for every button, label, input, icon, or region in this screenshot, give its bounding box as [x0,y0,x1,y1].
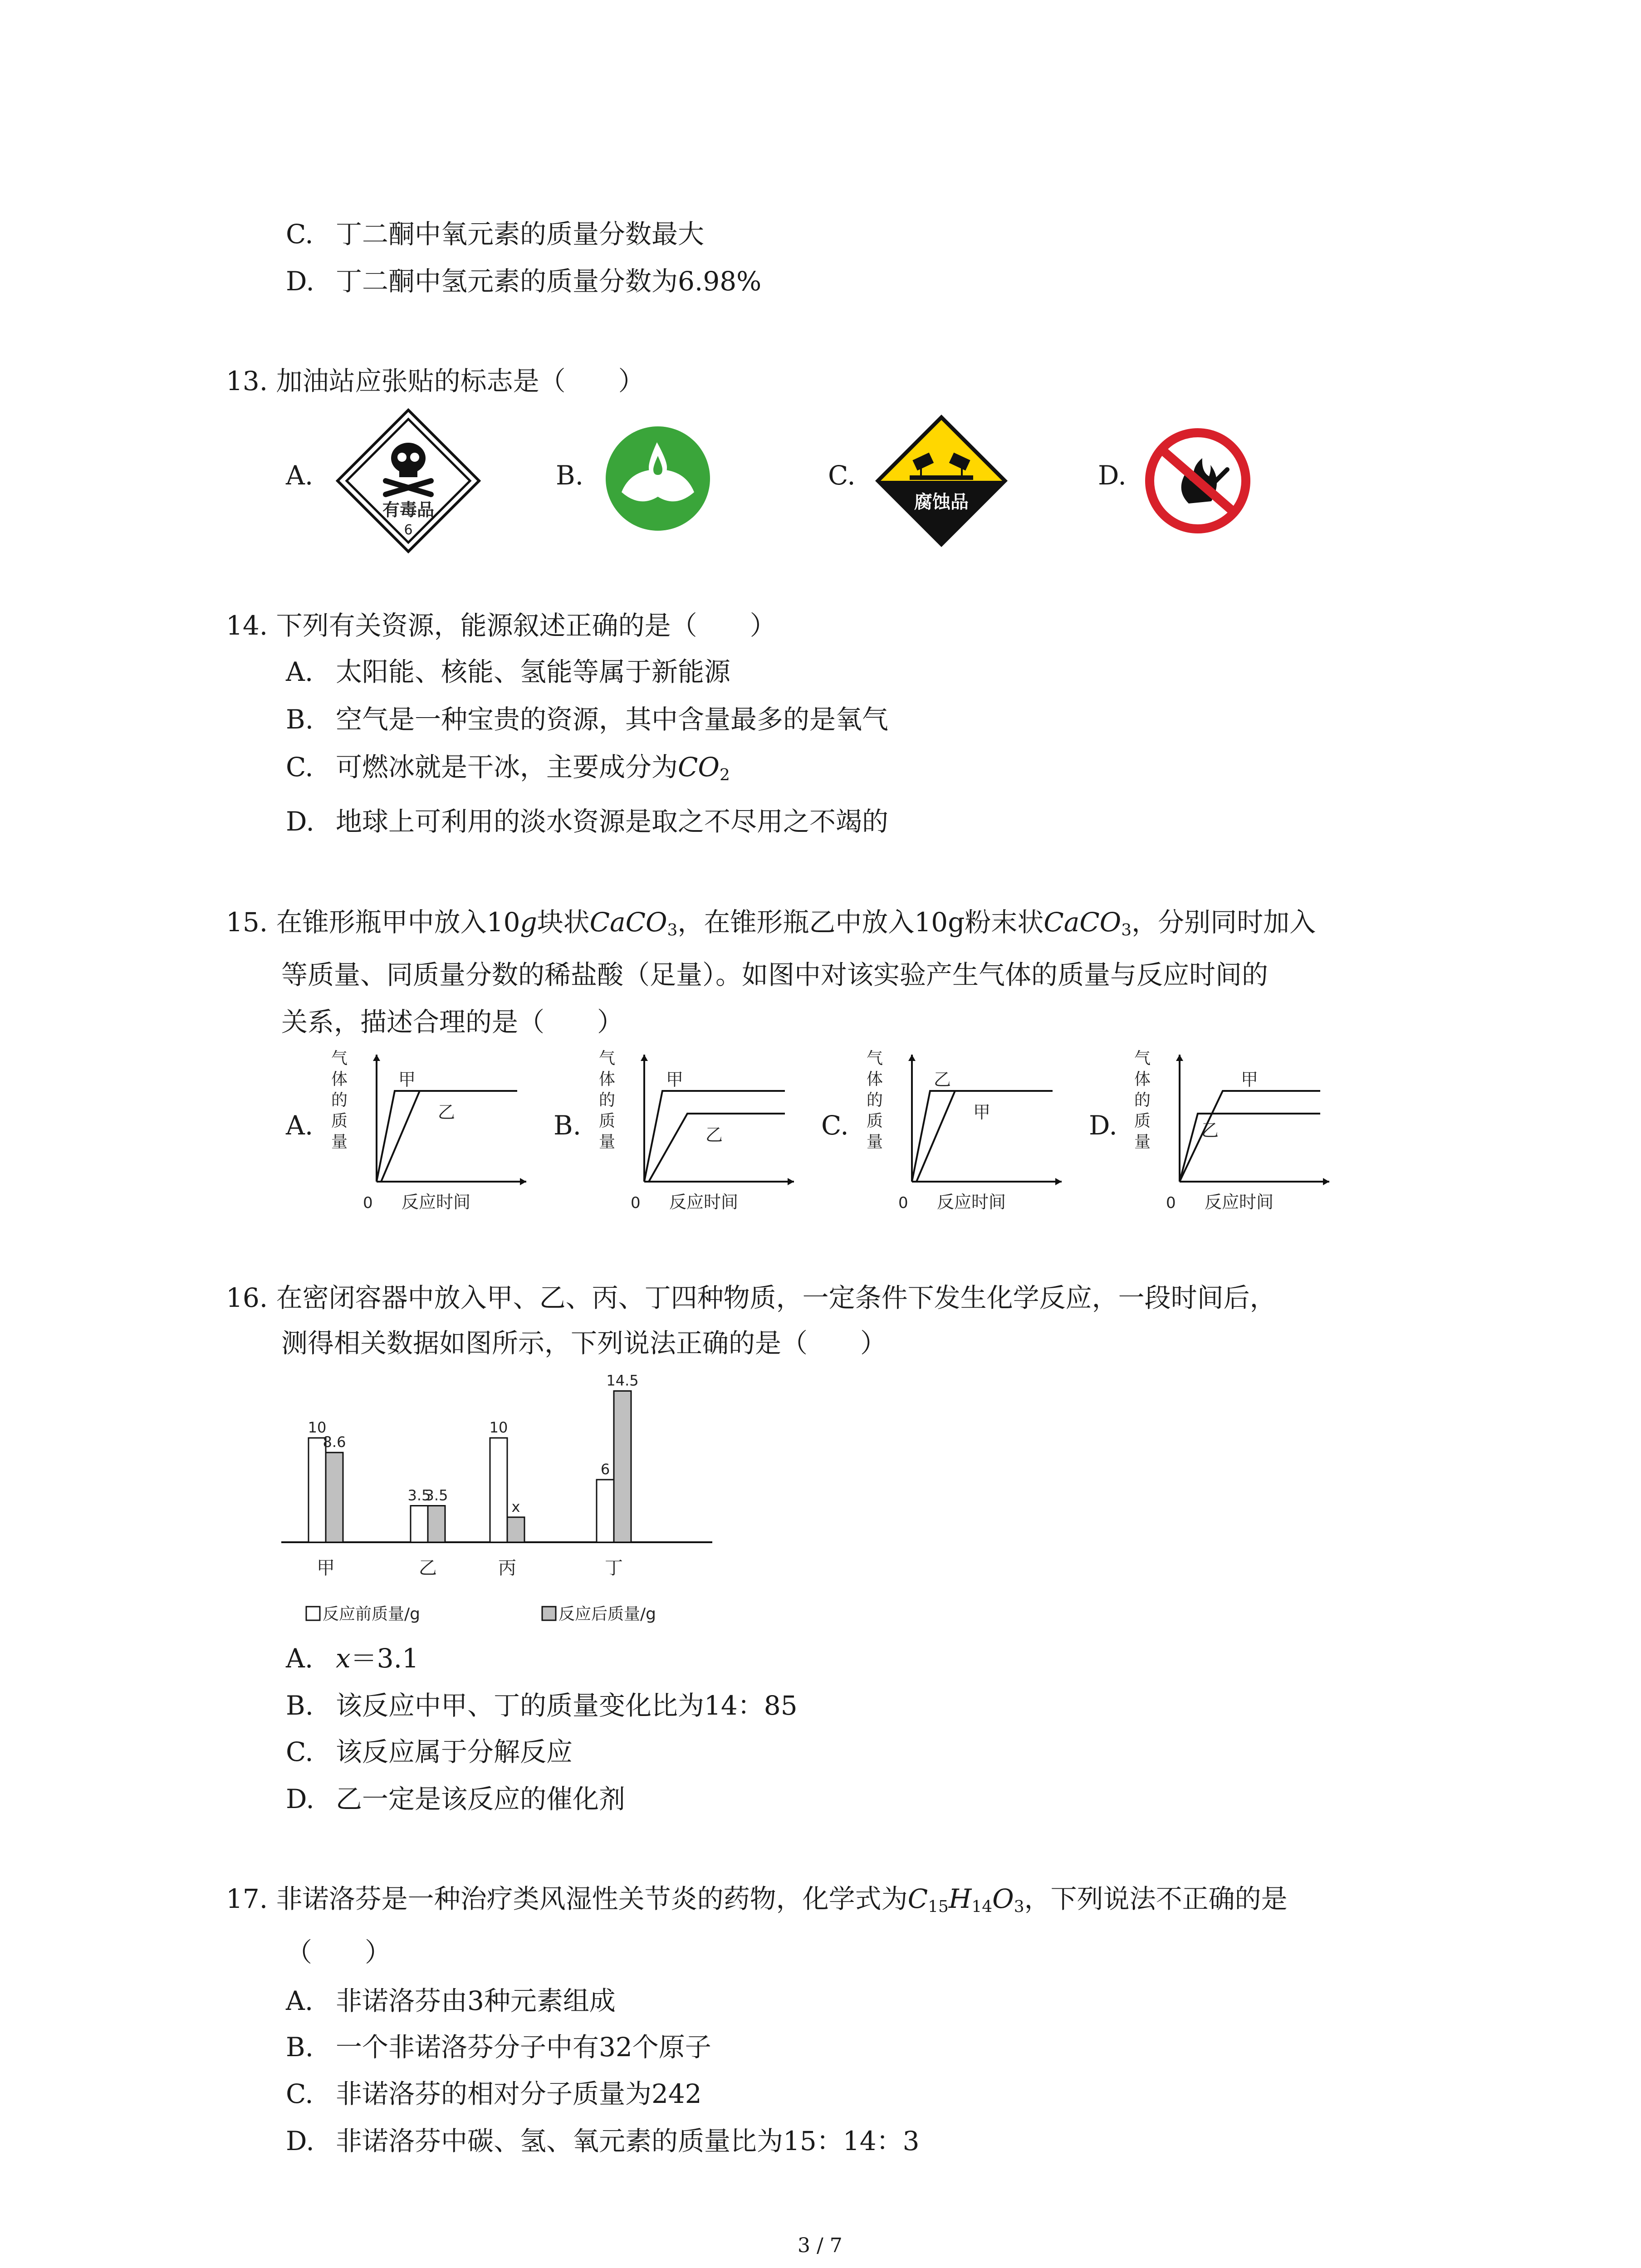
q16-bar-chart [281,1365,726,1637]
q17-d-label: D. [286,2126,314,2156]
category-label: 甲 [317,1558,335,1579]
q15-xlabel: 反应时间 [669,1192,739,1212]
y-axis-arrow [1176,1055,1183,1061]
x-axis-arrow [520,1178,526,1185]
bar-after-3 [614,1391,631,1543]
q12-d-text: 丁二酮中氢元素的质量分数为6.98% [336,266,762,297]
q15-option-label-0: A. [286,1110,314,1141]
q15-ylabel-char: 的 [1134,1091,1151,1110]
x-axis-arrow [1055,1178,1062,1185]
q12-c-text: 丁二酮中氧元素的质量分数最大 [336,219,705,249]
q17-c-text: 非诺洛芬的相对分子质量为242 [336,2078,702,2109]
legend-label: 反应前质量/g [323,1605,420,1623]
q15-curve-label-bottom: 乙 [438,1102,456,1122]
category-label: 丁 [605,1558,623,1579]
q15-ylabel-char: 量 [331,1133,348,1151]
q15-graph-1 [599,1046,808,1213]
q13-a-label: A. [286,460,314,491]
q15-ylabel-char: 质 [599,1112,616,1130]
q15-ylabel-char: 质 [867,1112,883,1130]
q15-ylabel-char: 气 [331,1049,348,1068]
q15-graph-3 [1134,1046,1343,1213]
q15-ylabel-char: 的 [331,1091,348,1110]
toxic-sign-number: 6 [404,522,413,538]
bar-after-0 [326,1452,343,1542]
bar-before-0 [309,1438,326,1542]
q15-ylabel-char: 气 [599,1049,616,1068]
q15-ylabel-char: 的 [599,1091,616,1110]
q15-origin: 0 [363,1194,373,1212]
q17-line1: 17. 非诺洛芬是一种治疗类风湿性关节炎的药物，化学式为$C_{15}H_{14}O_3$，下列说法不正确的是 [226,1883,1288,1916]
bar-value-label: 8.6 [323,1433,346,1451]
x-axis-arrow [1323,1178,1329,1185]
water-saving-icon [603,424,712,533]
q15-ylabel-char: 体 [599,1070,616,1089]
q14-c-text: 可燃冰就是干冰，主要成分为$CO_2$ [336,752,730,784]
q13-c-label: C. [828,460,856,491]
q14-d-text: 地球上可利用的淡水资源是取之不尽用之不竭的 [336,806,889,837]
bar-value-label: 3.5 [407,1486,431,1504]
q15-option-label-1: B. [554,1110,582,1141]
q12-d-label: D. [286,266,314,297]
page-number: 3 / 7 [798,2234,843,2257]
q16-line1: 16. 在密闭容器中放入甲、乙、丙、丁四种物质，一定条件下发生化学反应，一段时间后， [226,1282,1276,1313]
q17-a-label: A. [286,1985,314,2016]
q17-b-text: 一个非诺洛芬分子中有32个原子 [336,2032,711,2063]
q15-ylabel-char: 体 [867,1070,883,1089]
q16-b-label: B. [286,1690,314,1721]
q15-curve-fast [1180,1114,1320,1182]
q15-ylabel-char: 气 [867,1049,883,1068]
bar-value-label: x [511,1498,520,1515]
q17-d-text: 非诺洛芬中碳、氢、氧元素的质量比为15：14：3 [336,2126,920,2156]
toxic-sign-icon [336,408,481,553]
q15-line3: 关系，描述合理的是（ ） [281,1007,624,1037]
bar-value-label: 10 [489,1419,508,1436]
y-axis-arrow [908,1055,916,1061]
q13-b-label: B. [556,460,584,491]
q15-curve-label-top: 甲 [666,1070,684,1090]
bar-value-label: 14.5 [606,1372,639,1389]
q15-curve-label-top: 甲 [398,1070,416,1090]
q14-stem: 14. 下列有关资源，能源叙述正确的是（ ） [226,610,776,641]
q14-a-label: A. [286,656,314,687]
q15-ylabel-char: 量 [1134,1133,1151,1151]
q15-curve-label-bottom: 乙 [705,1125,723,1145]
legend-swatch [306,1607,320,1620]
corrosive-sign-text: 腐蚀品 [914,492,969,513]
corrosive-sign-icon [873,413,1009,549]
q15-origin: 0 [631,1194,641,1212]
q15-ylabel-char: 体 [331,1070,348,1089]
q15-curve-slow [1180,1091,1320,1182]
q15-line1: 15. 在锥形瓶甲中放入10g块状CaCO$_3$，在锥形瓶乙中放入10g粉末状CaCO$_3$，分别同时加入 [226,907,1316,939]
q16-line2: 测得相关数据如图所示，下列说法正确的是（ ） [281,1328,887,1359]
q15-xlabel: 反应时间 [937,1192,1006,1212]
q15-graph-0 [331,1046,540,1213]
q16-b-text: 该反应中甲、丁的质量变化比为14：85 [336,1690,798,1721]
q15-ylabel-char: 量 [599,1133,616,1151]
q14-b-label: B. [286,704,314,735]
q16-d-label: D. [286,1784,314,1814]
q15-origin: 0 [898,1194,908,1212]
q14-a-text: 太阳能、核能、氢能等属于新能源 [336,656,731,687]
q15-curve-label-top: 乙 [1201,1120,1219,1140]
bar-before-3 [597,1480,614,1542]
q15-ylabel-char: 质 [331,1112,348,1130]
bar-before-2 [490,1438,507,1542]
q15-graph-2 [867,1046,1075,1213]
y-axis-arrow [641,1055,648,1061]
q15-curve-slow [649,1114,785,1182]
q17-c-label: C. [286,2078,314,2109]
bar-value-label: 3.5 [425,1486,448,1504]
legend-swatch [542,1607,556,1620]
q13-stem: 13. 加油站应张贴的标志是（ ） [226,366,645,396]
q16-d-text: 乙一定是该反应的催化剂 [336,1784,626,1814]
q15-ylabel-char: 量 [867,1133,883,1151]
q15-ylabel-char: 气 [1134,1049,1151,1068]
toxic-sign-text: 有毒品 [382,500,435,520]
y-axis-arrow [373,1055,380,1061]
legend-label: 反应后质量/g [558,1605,656,1623]
q15-line2: 等质量、同质量分数的稀盐酸（足量）。如图中对该实验产生气体的质量与反应时间的 [281,959,1269,990]
q16-c-label: C. [286,1736,314,1767]
q14-c-label: C. [286,752,314,782]
q16-a-label: A. [286,1643,314,1674]
q15-ylabel-char: 的 [867,1091,883,1110]
q15-option-label-2: C. [821,1110,849,1141]
q17-a-text: 非诺洛芬由3种元素组成 [336,1985,616,2016]
bar-value-label: 6 [600,1461,610,1478]
q17-b-label: B. [286,2032,314,2063]
q15-xlabel: 反应时间 [402,1192,471,1212]
q15-curve-label-bottom: 甲 [1241,1070,1259,1090]
q15-option-label-3: D. [1089,1110,1117,1141]
x-axis-arrow [788,1178,794,1185]
q12-c-label: C. [286,219,314,249]
q16-a-text: x＝3.1 [336,1643,419,1674]
q15-curve-label-top: 乙 [934,1070,951,1090]
bar-after-2 [507,1517,524,1542]
q15-ylabel-char: 体 [1134,1070,1151,1089]
bar-after-1 [428,1506,445,1543]
q15-curve-label-bottom: 甲 [973,1102,991,1122]
q17-line2: （ ） [286,1937,392,1968]
q16-c-text: 该反应属于分解反应 [336,1736,573,1767]
bar-value-label: 10 [308,1419,327,1436]
category-label: 乙 [419,1558,437,1579]
q13-d-label: D. [1098,460,1127,491]
q14-d-label: D. [286,806,314,837]
no-fire-sign-icon [1143,426,1252,535]
category-label: 丙 [498,1558,516,1579]
q15-origin: 0 [1166,1194,1176,1212]
q15-xlabel: 反应时间 [1205,1192,1274,1212]
q14-b-text: 空气是一种宝贵的资源，其中含量最多的是氧气 [336,704,889,735]
bar-before-1 [411,1506,428,1543]
q15-ylabel-char: 质 [1134,1112,1151,1130]
